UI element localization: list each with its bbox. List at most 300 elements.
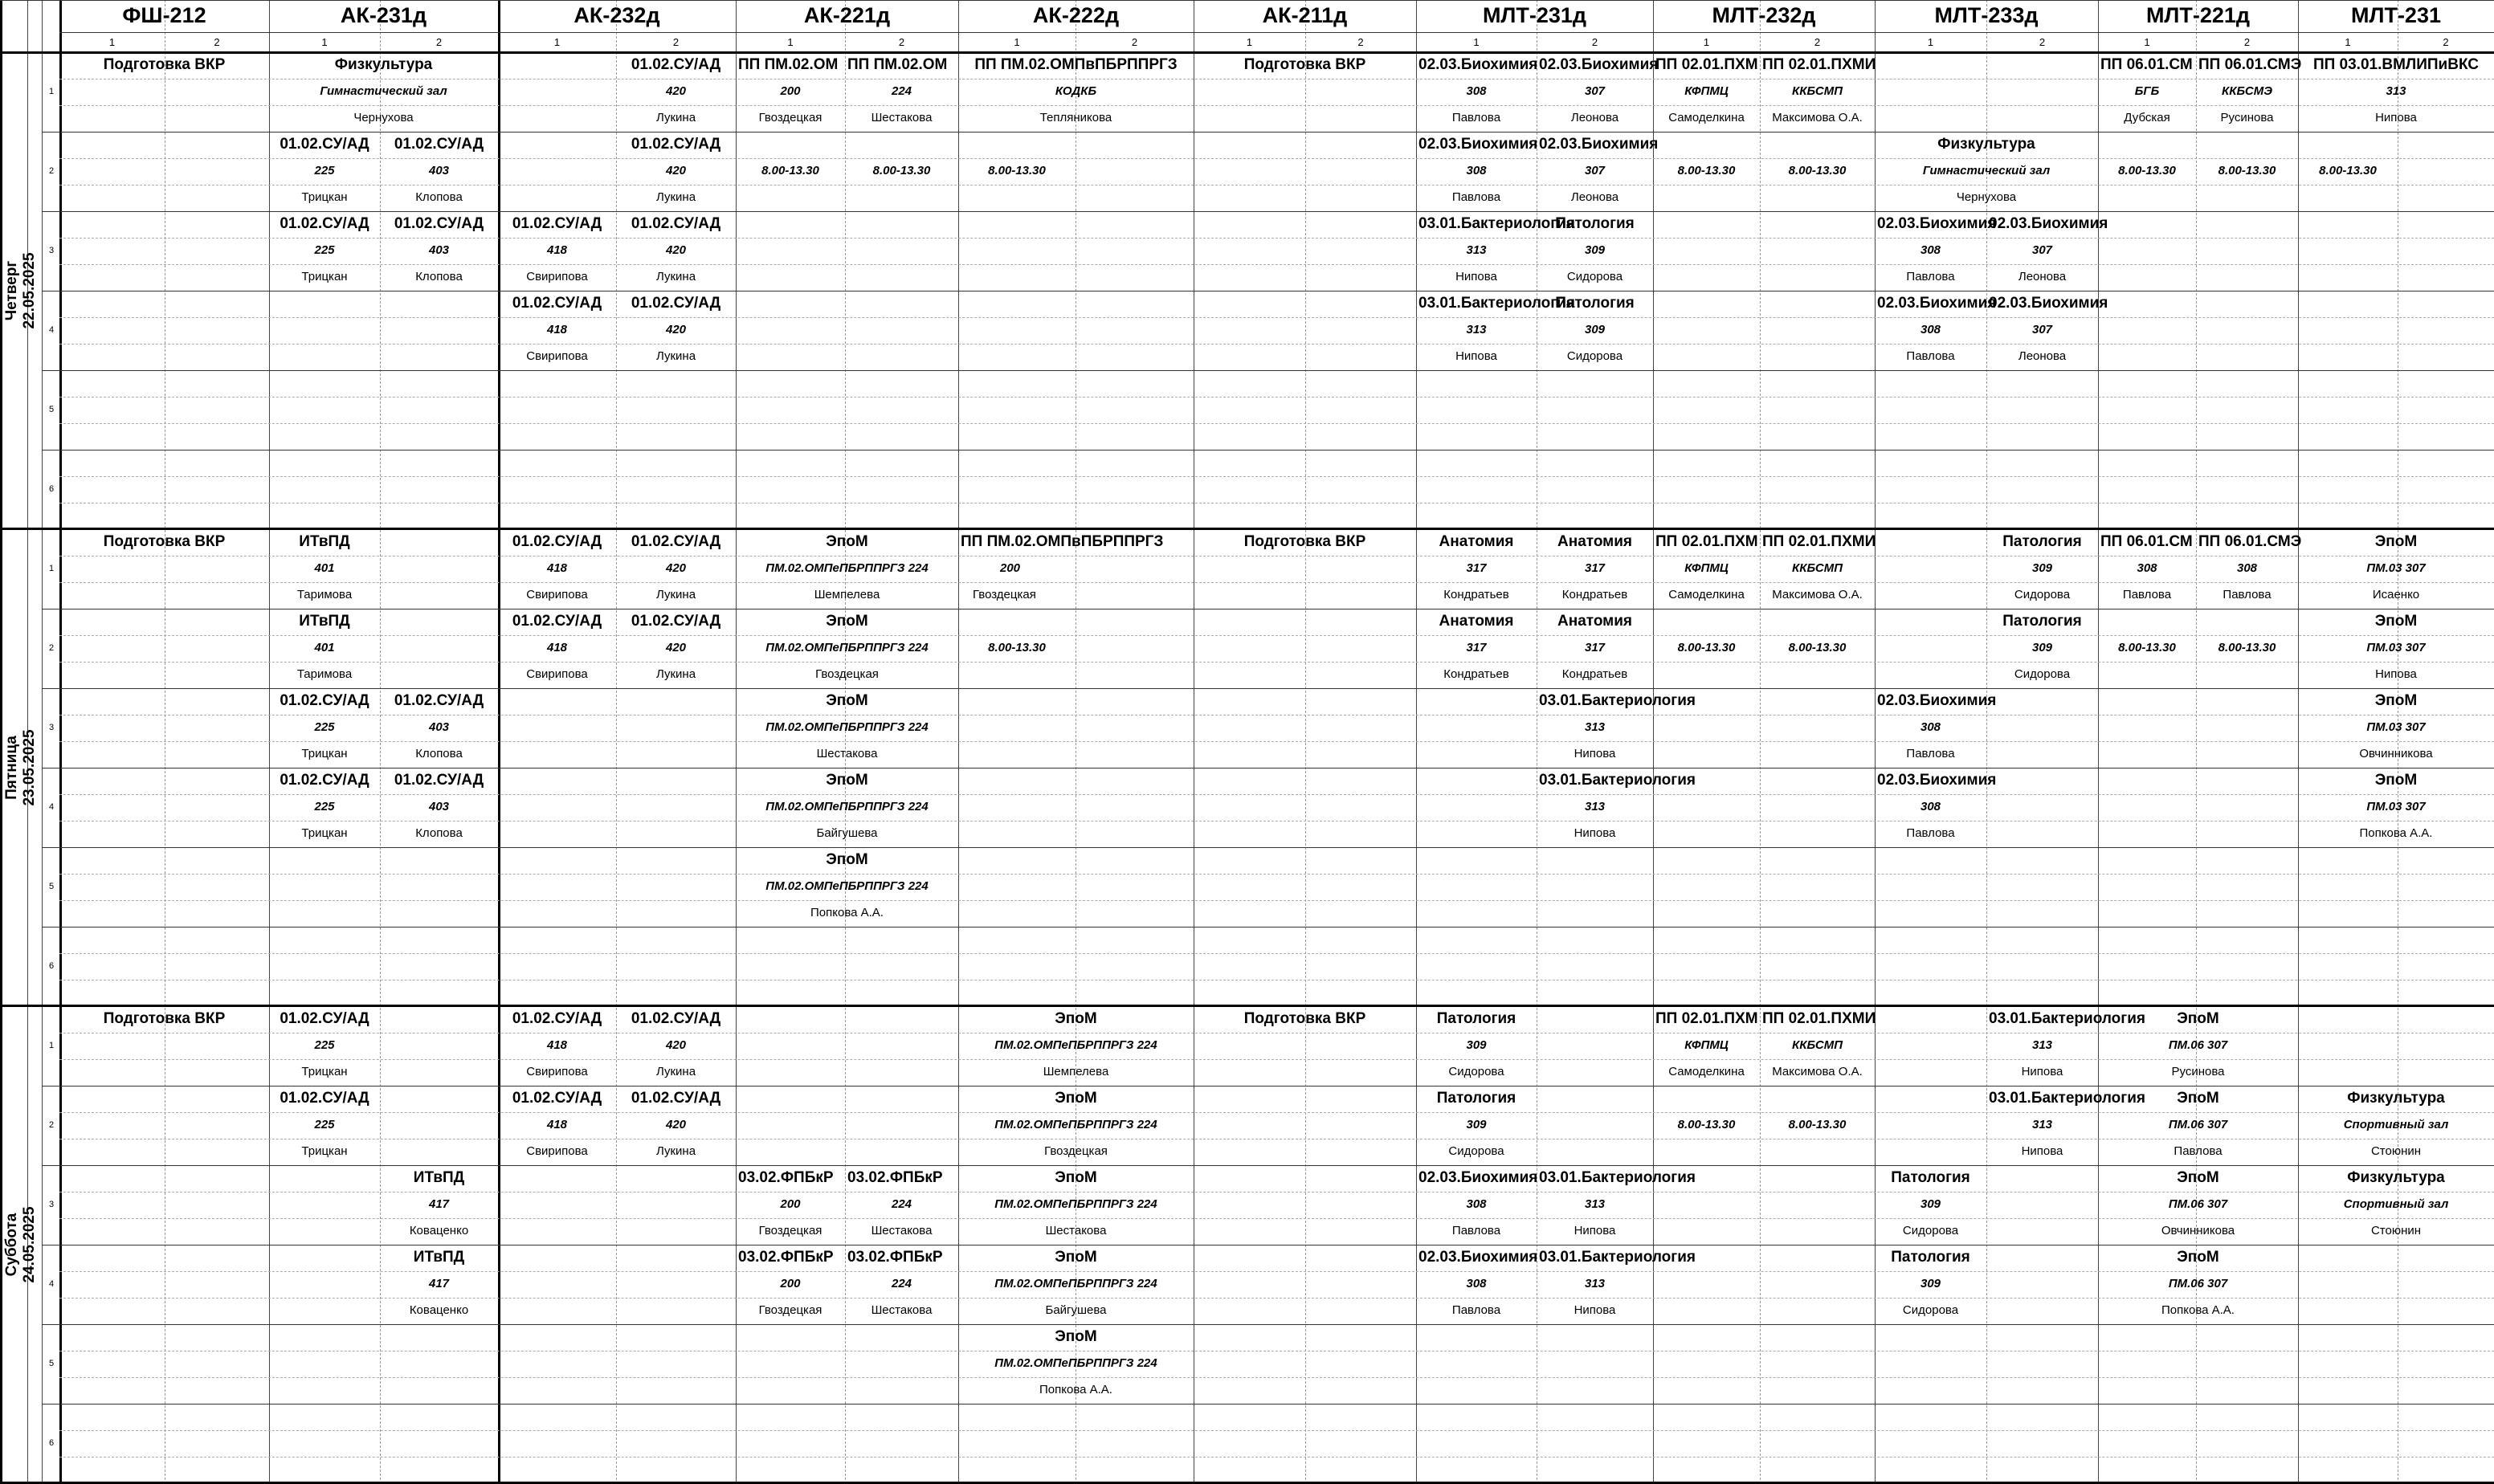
lesson-cell: [2098, 52, 2196, 132]
lesson-cell: [2298, 1165, 2494, 1245]
lesson-subject: ЭпоМ: [2177, 1090, 2219, 1107]
lesson-teacher: Байгушева: [1045, 1303, 1107, 1317]
lesson-room: ПМ.02.ОМПеПБРППРГЗ 224: [765, 879, 929, 893]
lesson-cell: [1653, 1086, 1760, 1165]
lesson-cell: [1537, 52, 1659, 132]
lesson-subject: 01.02.СУ/АД: [280, 1010, 369, 1027]
lesson-cell: [498, 1086, 616, 1165]
lesson-cell: [1760, 132, 1875, 211]
day-label: [3, 1006, 39, 1483]
lesson-teacher: Нипова: [1574, 1303, 1616, 1317]
lesson-cell: [958, 1165, 1194, 1245]
lesson-teacher: Кондратьев: [1443, 588, 1509, 601]
lesson-subject: Подготовка ВКР: [103, 1010, 226, 1027]
period-number: 4: [48, 1279, 55, 1289]
lesson-teacher: Овчинникова: [2359, 747, 2433, 760]
lesson-room: ПМ.06 307: [2168, 1118, 2228, 1131]
lesson-cell: [1194, 1006, 1416, 1086]
lesson-subject: Анатомия: [1557, 533, 1632, 550]
lesson-subject: 03.01.Бактериология: [1989, 1010, 2145, 1027]
lesson-subject: ЭпоМ: [826, 851, 868, 868]
lesson-subject: Анатомия: [1439, 613, 1514, 630]
lesson-subject: ЭпоМ: [2374, 533, 2418, 550]
lesson-room: 8.00-13.30: [988, 164, 1046, 177]
lesson-room: 417: [428, 1277, 450, 1290]
lesson-room: 309: [1920, 1277, 1941, 1290]
subgroup-number: 1: [1014, 35, 1020, 48]
lesson-subject: 01.02.СУ/АД: [394, 772, 484, 789]
group-header: МЛТ-231: [2351, 2, 2441, 27]
lesson-room: 418: [546, 323, 568, 336]
lesson-subject: ИТвПД: [413, 1249, 465, 1266]
lesson-cell: [1986, 211, 2108, 291]
lesson-cell: [1875, 132, 2098, 211]
lesson-teacher: Овчинникова: [2161, 1224, 2235, 1237]
lesson-teacher: Лукина: [655, 349, 696, 363]
lesson-room: БГБ: [2134, 84, 2160, 98]
lesson-cell: [736, 1165, 845, 1245]
subgroup-number: 1: [787, 35, 794, 48]
lesson-cell: [498, 211, 616, 291]
lesson-cell: [1537, 1245, 1696, 1324]
lesson-subject: Физкультура: [334, 56, 433, 73]
lesson-teacher: Попкова А.А.: [1039, 1383, 1112, 1396]
subgroup-number: 2: [435, 35, 443, 48]
subgroup-number: 2: [2243, 35, 2251, 48]
lesson-teacher: Нипова: [1455, 349, 1497, 363]
lesson-subject: 01.02.СУ/АД: [631, 533, 721, 550]
lesson-subject: 01.02.СУ/АД: [512, 215, 602, 232]
lesson-cell: [958, 52, 1194, 132]
subgroup-number: 2: [1814, 35, 1821, 48]
lesson-teacher: Таримова: [296, 588, 353, 601]
lesson-teacher: Павлова: [1906, 826, 1955, 840]
lesson-room: ККБСМЭ: [2222, 84, 2272, 98]
subgroup-number: 1: [321, 35, 328, 48]
lesson-subject: 01.02.СУ/АД: [631, 295, 721, 312]
subgroup-number: 1: [1703, 35, 1710, 48]
period-number: 6: [48, 1438, 55, 1448]
grid-hline: [42, 1324, 2494, 1325]
lesson-cell: [1537, 132, 1659, 211]
lesson-subject: 03.02.ФПБкР: [738, 1249, 834, 1266]
lesson-teacher: Шемпелева: [1043, 1065, 1109, 1078]
subgroup-number: 1: [2345, 35, 2351, 48]
lesson-cell: [269, 52, 498, 132]
lesson-subject: 01.02.СУ/АД: [631, 215, 721, 232]
lesson-room: 401: [314, 561, 335, 575]
subgroup-number: 2: [672, 35, 680, 48]
lesson-teacher: Лукина: [655, 1065, 696, 1078]
subgroup-number: 2: [1357, 35, 1364, 48]
lesson-cell: [1875, 1165, 1986, 1245]
lesson-teacher: Свирипова: [526, 349, 588, 363]
lesson-room: 313: [1584, 1277, 1606, 1290]
lesson-subject: Патология: [1555, 295, 1635, 312]
lesson-cell: [845, 1245, 958, 1324]
grid-hline: [59, 317, 2494, 318]
lesson-subject: ЭпоМ: [1055, 1169, 1097, 1186]
lesson-subject: 02.03.Биохимия: [1877, 215, 1997, 232]
lesson-subject: 03.01.Бактериология: [1989, 1090, 2145, 1107]
lesson-room: 418: [546, 641, 568, 654]
lesson-cell: [1416, 1245, 1537, 1324]
lesson-cell: [845, 132, 958, 211]
period-number: 1: [48, 564, 55, 573]
lesson-room: 308: [2236, 561, 2258, 575]
lesson-cell: [498, 1006, 616, 1086]
day-date: 24.05.2025: [21, 1206, 38, 1283]
lesson-subject: 01.02.СУ/АД: [512, 1090, 602, 1107]
lesson-cell: [59, 52, 269, 132]
lesson-teacher: Шестакова: [871, 111, 933, 124]
lesson-room: КФПМЦ: [1684, 1038, 1729, 1052]
lesson-teacher: Клопова: [415, 190, 463, 204]
lesson-cell: [1760, 52, 1875, 132]
subgroup-number: 2: [214, 35, 220, 48]
lesson-teacher: Гвоздецкая: [758, 1303, 822, 1317]
lesson-cell: [1986, 291, 2108, 370]
lesson-room: 317: [1584, 561, 1606, 575]
lesson-teacher: Гвоздецкая: [815, 667, 879, 681]
lesson-room: 225: [314, 800, 335, 813]
lesson-cell: [736, 52, 845, 132]
lesson-cell: [958, 529, 1194, 609]
lesson-teacher: Гвоздецкая: [1044, 1144, 1108, 1158]
lesson-teacher: Нипова: [1574, 826, 1616, 840]
lesson-teacher: Нипова: [2375, 111, 2417, 124]
lesson-teacher: Русинова: [2171, 1065, 2225, 1078]
lesson-subject: 03.02.ФПБкР: [738, 1169, 834, 1186]
lesson-teacher: Павлова: [2122, 588, 2172, 601]
lesson-room: 308: [1466, 1277, 1487, 1290]
lesson-room: 309: [2031, 561, 2053, 575]
lesson-cell: [1416, 609, 1537, 688]
lesson-cell: [1875, 211, 1997, 291]
lesson-subject: 02.03.Биохимия: [1989, 215, 2108, 232]
lesson-subject: 01.02.СУ/АД: [280, 692, 369, 709]
lesson-teacher: Чернухова: [1956, 190, 2017, 204]
lesson-room: 313: [1584, 1197, 1606, 1211]
lesson-subject: ПП 03.01.ВМЛИПиВКС: [2312, 56, 2480, 73]
lesson-room: 8.00-13.30: [872, 164, 931, 177]
lesson-teacher: Павлова: [1906, 747, 1955, 760]
lesson-room: 8.00-13.30: [1788, 1118, 1847, 1131]
lesson-cell: [2298, 1086, 2494, 1165]
lesson-room: 8.00-13.30: [1677, 641, 1736, 654]
lesson-room: 307: [2031, 323, 2053, 336]
grid-hline: [59, 1430, 2494, 1431]
lesson-room: 420: [665, 561, 687, 575]
lesson-cell: [616, 1086, 736, 1165]
lesson-teacher: Леонова: [1570, 190, 1619, 204]
lesson-cell: [1416, 1006, 1537, 1086]
lesson-room: 401: [314, 641, 335, 654]
lesson-cell: [1416, 211, 1575, 291]
lesson-cell: [1986, 609, 2098, 688]
grid-hline: [42, 927, 2494, 928]
lesson-room: ПМ.02.ОМПеПБРППРГЗ 224: [765, 720, 929, 734]
subgroup-number: 1: [1473, 35, 1480, 48]
lesson-subject: ЭпоМ: [2374, 613, 2418, 630]
lesson-subject: ЭпоМ: [826, 692, 868, 709]
lesson-subject: ПП 06.01.СМ: [2100, 56, 2193, 73]
lesson-subject: ЭпоМ: [2177, 1169, 2219, 1186]
group-header: МЛТ-233д: [1934, 2, 2039, 27]
day-name: Четверг: [3, 260, 20, 321]
lesson-teacher: Максимова О.А.: [1772, 111, 1863, 124]
group-header: АК-221д: [803, 2, 891, 27]
lesson-subject: 03.01.Бактериология: [1418, 215, 1575, 232]
lesson-subject: 01.02.СУ/АД: [631, 1010, 721, 1027]
lesson-cell: [736, 132, 845, 211]
lesson-subject: ПП ПМ.02.ОМ: [847, 56, 948, 73]
lesson-teacher: Павлова: [1451, 111, 1501, 124]
lesson-teacher: Нипова: [2375, 667, 2417, 681]
lesson-cell: [1653, 52, 1760, 132]
lesson-cell: [1537, 529, 1653, 609]
lesson-cell: [1760, 529, 1875, 609]
lesson-room: 308: [1920, 800, 1941, 813]
lesson-cell: [1986, 529, 2098, 609]
lesson-cell: [380, 1245, 498, 1324]
lesson-teacher: Самоделкина: [1668, 588, 1745, 601]
lesson-cell: [380, 688, 498, 768]
lesson-room: ПМ.02.ОМПеПБРППРГЗ 224: [994, 1038, 1157, 1052]
lesson-cell: [616, 52, 736, 132]
lesson-cell: [1537, 768, 1696, 847]
lesson-teacher: Леонова: [2018, 349, 2067, 363]
lesson-room: 403: [428, 800, 450, 813]
lesson-room: 8.00-13.30: [1788, 164, 1847, 177]
lesson-cell: [958, 1245, 1194, 1324]
lesson-teacher: Сидорова: [1448, 1144, 1504, 1158]
lesson-cell: [2298, 768, 2494, 847]
period-number: 6: [48, 961, 55, 971]
lesson-teacher: Гвоздецкая: [973, 588, 1036, 601]
group-header: МЛТ-231д: [1482, 2, 1587, 27]
lesson-room: 418: [546, 1118, 568, 1131]
lesson-subject: ПП 06.01.СМЭ: [2198, 56, 2302, 73]
lesson-cell: [2098, 609, 2196, 688]
lesson-subject: Патология: [1436, 1090, 1516, 1107]
lesson-subject: ЭпоМ: [2177, 1249, 2219, 1266]
lesson-subject: Анатомия: [1439, 533, 1514, 550]
lesson-room: ПМ.02.ОМПеПБРППРГЗ 224: [765, 800, 929, 813]
lesson-teacher: Трицкан: [301, 270, 348, 283]
lesson-teacher: Шестакова: [1045, 1224, 1107, 1237]
lesson-room: 8.00-13.30: [2118, 164, 2176, 177]
subgroup-number: 1: [108, 35, 116, 48]
lesson-room: 200: [780, 1277, 801, 1290]
lesson-teacher: Русинова: [2220, 111, 2274, 124]
lesson-teacher: Байгушева: [816, 826, 878, 840]
lesson-cell: [269, 609, 380, 688]
subgroup-number: 2: [2443, 35, 2449, 48]
lesson-subject: 03.01.Бактериология: [1539, 1169, 1696, 1186]
lesson-cell: [1194, 529, 1416, 609]
lesson-room: Гимнастический зал: [1922, 164, 2051, 177]
lesson-teacher: Таримова: [296, 667, 353, 681]
lesson-room: 225: [314, 164, 335, 177]
lesson-subject: 02.03.Биохимия: [1539, 136, 1659, 153]
lesson-teacher: Сидорова: [2014, 667, 2071, 681]
lesson-cell: [1537, 1165, 1696, 1245]
lesson-teacher: Попкова А.А.: [2359, 826, 2433, 840]
lesson-cell: [1875, 1245, 1986, 1324]
lesson-teacher: Лукина: [655, 588, 696, 601]
lesson-cell: [958, 132, 1076, 211]
day-label: [3, 52, 39, 529]
lesson-room: 225: [314, 720, 335, 734]
lesson-subject: 03.01.Бактериология: [1539, 772, 1696, 789]
lesson-teacher: Павлова: [1451, 1224, 1501, 1237]
lesson-subject: Подготовка ВКР: [1243, 56, 1366, 73]
period-number: 5: [48, 1359, 55, 1368]
lesson-cell: [2098, 132, 2196, 211]
lesson-subject: Подготовка ВКР: [1243, 533, 1366, 550]
lesson-cell: [958, 1006, 1194, 1086]
lesson-subject: ЭпоМ: [2177, 1010, 2219, 1027]
lesson-room: 8.00-13.30: [1788, 641, 1847, 654]
lesson-teacher: Трицкан: [301, 826, 348, 840]
lesson-cell: [2298, 529, 2494, 609]
lesson-subject: 03.01.Бактериология: [1539, 692, 1696, 709]
lesson-room: ПМ.06 307: [2168, 1197, 2228, 1211]
lesson-cell: [616, 211, 736, 291]
lesson-subject: 01.02.СУ/АД: [631, 613, 721, 630]
lesson-room: КФПМЦ: [1684, 561, 1729, 575]
lesson-teacher: Коваценко: [409, 1303, 469, 1317]
lesson-cell: [498, 291, 616, 370]
lesson-teacher: Клопова: [415, 747, 463, 760]
lesson-subject: 01.02.СУ/АД: [394, 136, 484, 153]
lesson-room: 308: [2137, 561, 2157, 575]
lesson-cell: [498, 609, 616, 688]
period-number: 4: [48, 325, 55, 335]
lesson-cell: [2298, 132, 2398, 211]
group-header: АК-222д: [1032, 2, 1120, 27]
lesson-room: ККБСМП: [1792, 561, 1843, 575]
lesson-subject: 01.02.СУ/АД: [631, 56, 721, 73]
lesson-subject: 02.03.Биохимия: [1539, 56, 1659, 73]
lesson-teacher: Гвоздецкая: [758, 111, 822, 124]
lesson-teacher: Сидорова: [1448, 1065, 1504, 1078]
lesson-room: 8.00-13.30: [2218, 641, 2276, 654]
lesson-room: ПМ.02.ОМПеПБРППРГЗ 224: [994, 1356, 1157, 1370]
lesson-teacher: Стоюнин: [2370, 1144, 2422, 1158]
lesson-cell: [958, 1086, 1194, 1165]
lesson-teacher: Сидорова: [1902, 1224, 1959, 1237]
lesson-room: 8.00-13.30: [2319, 164, 2377, 177]
lesson-room: 225: [314, 1118, 335, 1131]
lesson-cell: [736, 529, 958, 609]
lesson-subject: ЭпоМ: [826, 533, 868, 550]
lesson-teacher: Попкова А.А.: [810, 906, 884, 919]
lesson-room: 307: [1584, 84, 1606, 98]
lesson-teacher: Лукина: [655, 270, 696, 283]
lesson-cell: [2098, 1165, 2298, 1245]
lesson-cell: [269, 211, 380, 291]
lesson-cell: [1416, 529, 1537, 609]
lesson-subject: 02.03.Биохимия: [1418, 136, 1538, 153]
lesson-room: 317: [1466, 561, 1487, 575]
period-number: 3: [48, 1200, 55, 1209]
lesson-room: 225: [314, 1038, 335, 1052]
lesson-cell: [616, 529, 736, 609]
subgroup-divider: [1760, 0, 1761, 1484]
lesson-room: 403: [428, 720, 450, 734]
lesson-cell: [269, 529, 380, 609]
lesson-room: 418: [546, 243, 568, 257]
lesson-room: 8.00-13.30: [988, 641, 1046, 654]
lesson-room: 200: [780, 84, 801, 98]
period-number: 5: [48, 882, 55, 891]
lesson-cell: [1653, 132, 1760, 211]
lesson-cell: [1537, 609, 1653, 688]
lesson-teacher: Максимова О.А.: [1772, 1065, 1863, 1078]
lesson-subject: ЭпоМ: [1055, 1249, 1097, 1266]
lesson-teacher: Павлова: [1451, 1303, 1501, 1317]
lesson-room: ПМ.02.ОМПеПБРППРГЗ 224: [994, 1197, 1157, 1211]
lesson-subject: Подготовка ВКР: [103, 56, 226, 73]
lesson-subject: Подготовка ВКР: [1243, 1010, 1366, 1027]
lesson-room: ПМ.02.ОМПеПБРППРГЗ 224: [994, 1277, 1157, 1290]
lesson-teacher: Трицкан: [301, 1144, 348, 1158]
lesson-teacher: Тепляникова: [1039, 111, 1112, 124]
lesson-room: 420: [665, 164, 687, 177]
period-number: 5: [48, 405, 55, 414]
lesson-subject: Патология: [1891, 1169, 1970, 1186]
lesson-teacher: Свирипова: [526, 588, 588, 601]
lesson-subject: Подготовка ВКР: [103, 533, 226, 550]
lesson-subject: ПП 02.01.ПХМ: [1655, 1010, 1758, 1027]
lesson-teacher: Лукина: [655, 111, 696, 124]
subgroup-number: 1: [1246, 35, 1253, 48]
lesson-cell: [2298, 52, 2494, 132]
lesson-room: 420: [665, 323, 687, 336]
lesson-cell: [2098, 529, 2196, 609]
grid-hline: [59, 423, 2494, 424]
lesson-room: ПМ.06 307: [2168, 1277, 2228, 1290]
lesson-cell: [269, 1006, 380, 1086]
grid-hline: [59, 1377, 2494, 1378]
lesson-subject: ПП ПМ.02.ОМ: [738, 56, 839, 73]
lesson-cell: [269, 688, 380, 768]
lesson-subject: ЭпоМ: [2374, 772, 2418, 789]
lesson-cell: [1875, 688, 1997, 768]
period-number: 2: [48, 1120, 55, 1130]
lesson-subject: ЭпоМ: [2374, 692, 2418, 709]
lesson-cell: [380, 211, 498, 291]
lesson-room: 8.00-13.30: [2218, 164, 2276, 177]
subgroup-number: 2: [1591, 35, 1598, 48]
lesson-teacher: Дубская: [2124, 111, 2170, 124]
day-name: Пятница: [3, 736, 20, 800]
lesson-cell: [1875, 768, 1997, 847]
lesson-subject: 01.02.СУ/АД: [512, 295, 602, 312]
subgroup-number: 2: [2039, 35, 2046, 48]
lesson-subject: ПП 02.01.ПХМ: [1655, 533, 1758, 550]
lesson-room: 313: [2031, 1038, 2053, 1052]
lesson-subject: 02.03.Биохимия: [1418, 1169, 1538, 1186]
lesson-subject: 02.03.Биохимия: [1418, 56, 1538, 73]
lesson-teacher: Нипова: [1574, 747, 1616, 760]
lesson-subject: Патология: [2002, 613, 2082, 630]
lesson-room: ПМ.02.ОМПеПБРППРГЗ 224: [765, 561, 929, 575]
lesson-cell: [2196, 132, 2298, 211]
lesson-room: Гимнастический зал: [320, 84, 447, 98]
